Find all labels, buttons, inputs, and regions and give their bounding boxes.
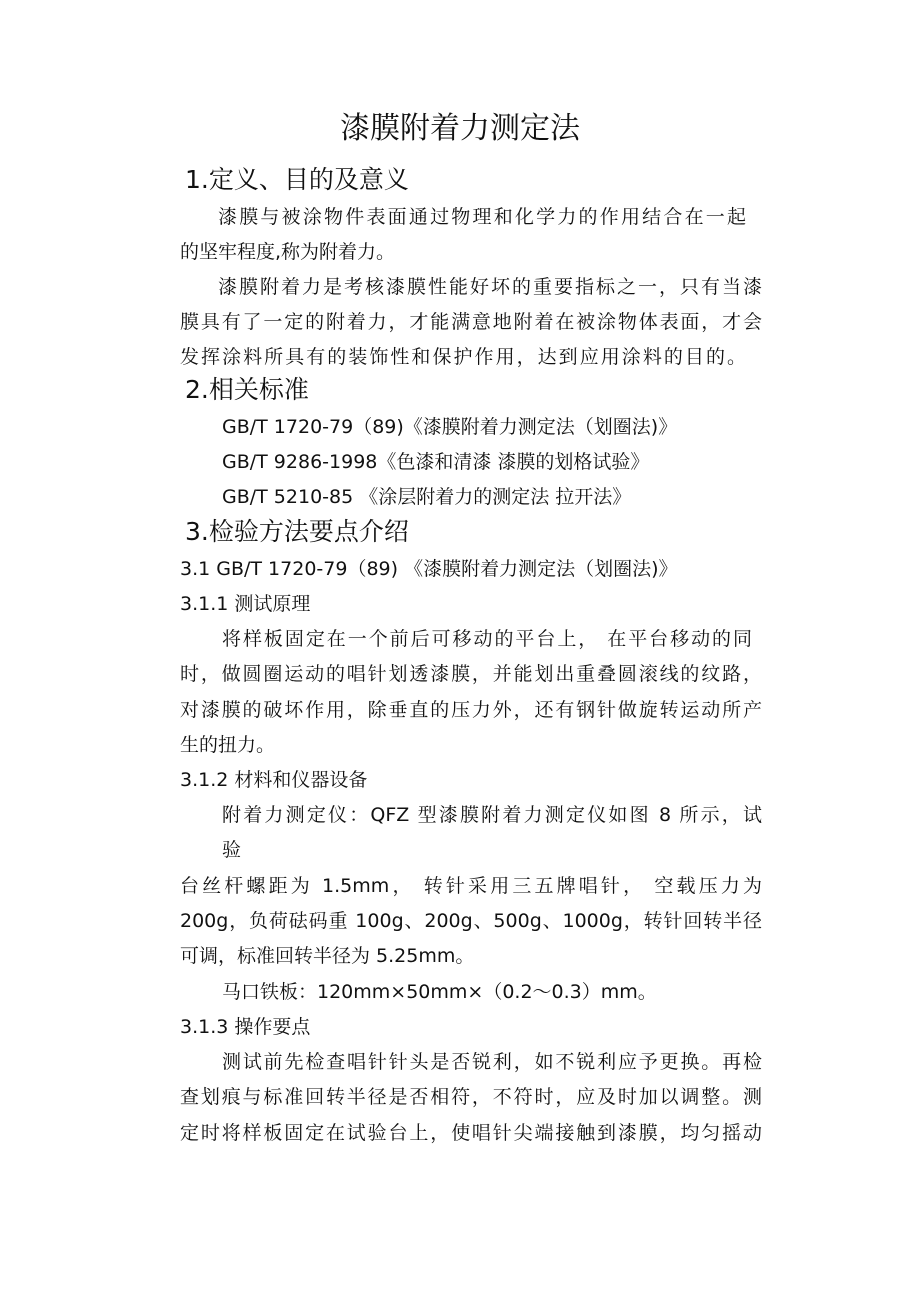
paragraph-line: 台丝杆螺距为 1.5mm， 转针采用三五牌唱针， 空载压力为 (180, 875, 762, 897)
paragraph-line: 生的扭力。 (180, 734, 276, 756)
paragraph-line: 验 (222, 839, 242, 861)
paragraph-line: 定时将样板固定在试验台上，使唱针尖端接触到漆膜，均匀摇动 (180, 1122, 762, 1144)
paragraph-line: 测试前先检查唱针针头是否锐利，如不锐利应予更换。再检 (222, 1051, 762, 1073)
paragraph-line: 发挥涂料所具有的装饰性和保护作用，达到应用涂料的目的。 (180, 346, 746, 368)
section-3-heading: 3.检验方法要点介绍 (185, 517, 409, 546)
paragraph-line: 200g，负荷砝码重 100g、200g、500g、1000g，转针回转半径 (180, 910, 762, 932)
standard-item: GB/T 5210-85 《涂层附着力的测定法 拉开法》 (222, 486, 632, 508)
subsection-3-1-2-heading: 3.1.2 材料和仪器设备 (180, 769, 368, 791)
section-1-heading: 1.定义、目的及意义 (185, 165, 409, 194)
standard-item: GB/T 9286-1998《色漆和清漆 漆膜的划格试验》 (222, 451, 650, 473)
paragraph-line: 对漆膜的破坏作用，除垂直的压力外，还有钢针做旋转运动所产 (180, 699, 762, 721)
paragraph-line: 可调，标准回转半径为 5.25mm。 (180, 945, 475, 967)
document-title: 漆膜附着力测定法 (340, 111, 580, 146)
paragraph-line: 膜具有了一定的附着力，才能满意地附着在被涂物体表面，才会 (180, 311, 762, 333)
paragraph-line: 的坚牢程度,称为附着力。 (180, 241, 396, 263)
paragraph-line: 时，做圆圈运动的唱针划透漆膜，并能划出重叠圆滚线的纹路， (180, 663, 762, 685)
paragraph-line: 马口铁板：120mm×50mm×（0.2～0.3）mm。 (222, 981, 657, 1003)
subsection-3-1-heading: 3.1 GB/T 1720-79（89) 《漆膜附着力测定法（划圈法)》 (180, 558, 678, 580)
paragraph-line: 漆膜附着力是考核漆膜性能好坏的重要指标之一，只有当漆 (218, 276, 762, 298)
standard-item: GB/T 1720-79（89)《漆膜附着力测定法（划圈法)》 (222, 416, 678, 438)
paragraph-line: 将样板固定在一个前后可移动的平台上， 在平台移动的同 (222, 628, 752, 650)
subsection-3-1-3-heading: 3.1.3 操作要点 (180, 1016, 311, 1038)
paragraph-line: 查划痕与标准回转半径是否相符，不符时，应及时加以调整。测 (180, 1086, 762, 1108)
subsection-3-1-1-heading: 3.1.1 测试原理 (180, 593, 311, 615)
paragraph-line: 附着力测定仪：QFZ 型漆膜附着力测定仪如图 8 所示，试 (222, 804, 762, 826)
paragraph-line: 漆膜与被涂物件表面通过物理和化学力的作用结合在一起 (218, 206, 746, 228)
section-2-heading: 2.相关标准 (185, 375, 309, 404)
